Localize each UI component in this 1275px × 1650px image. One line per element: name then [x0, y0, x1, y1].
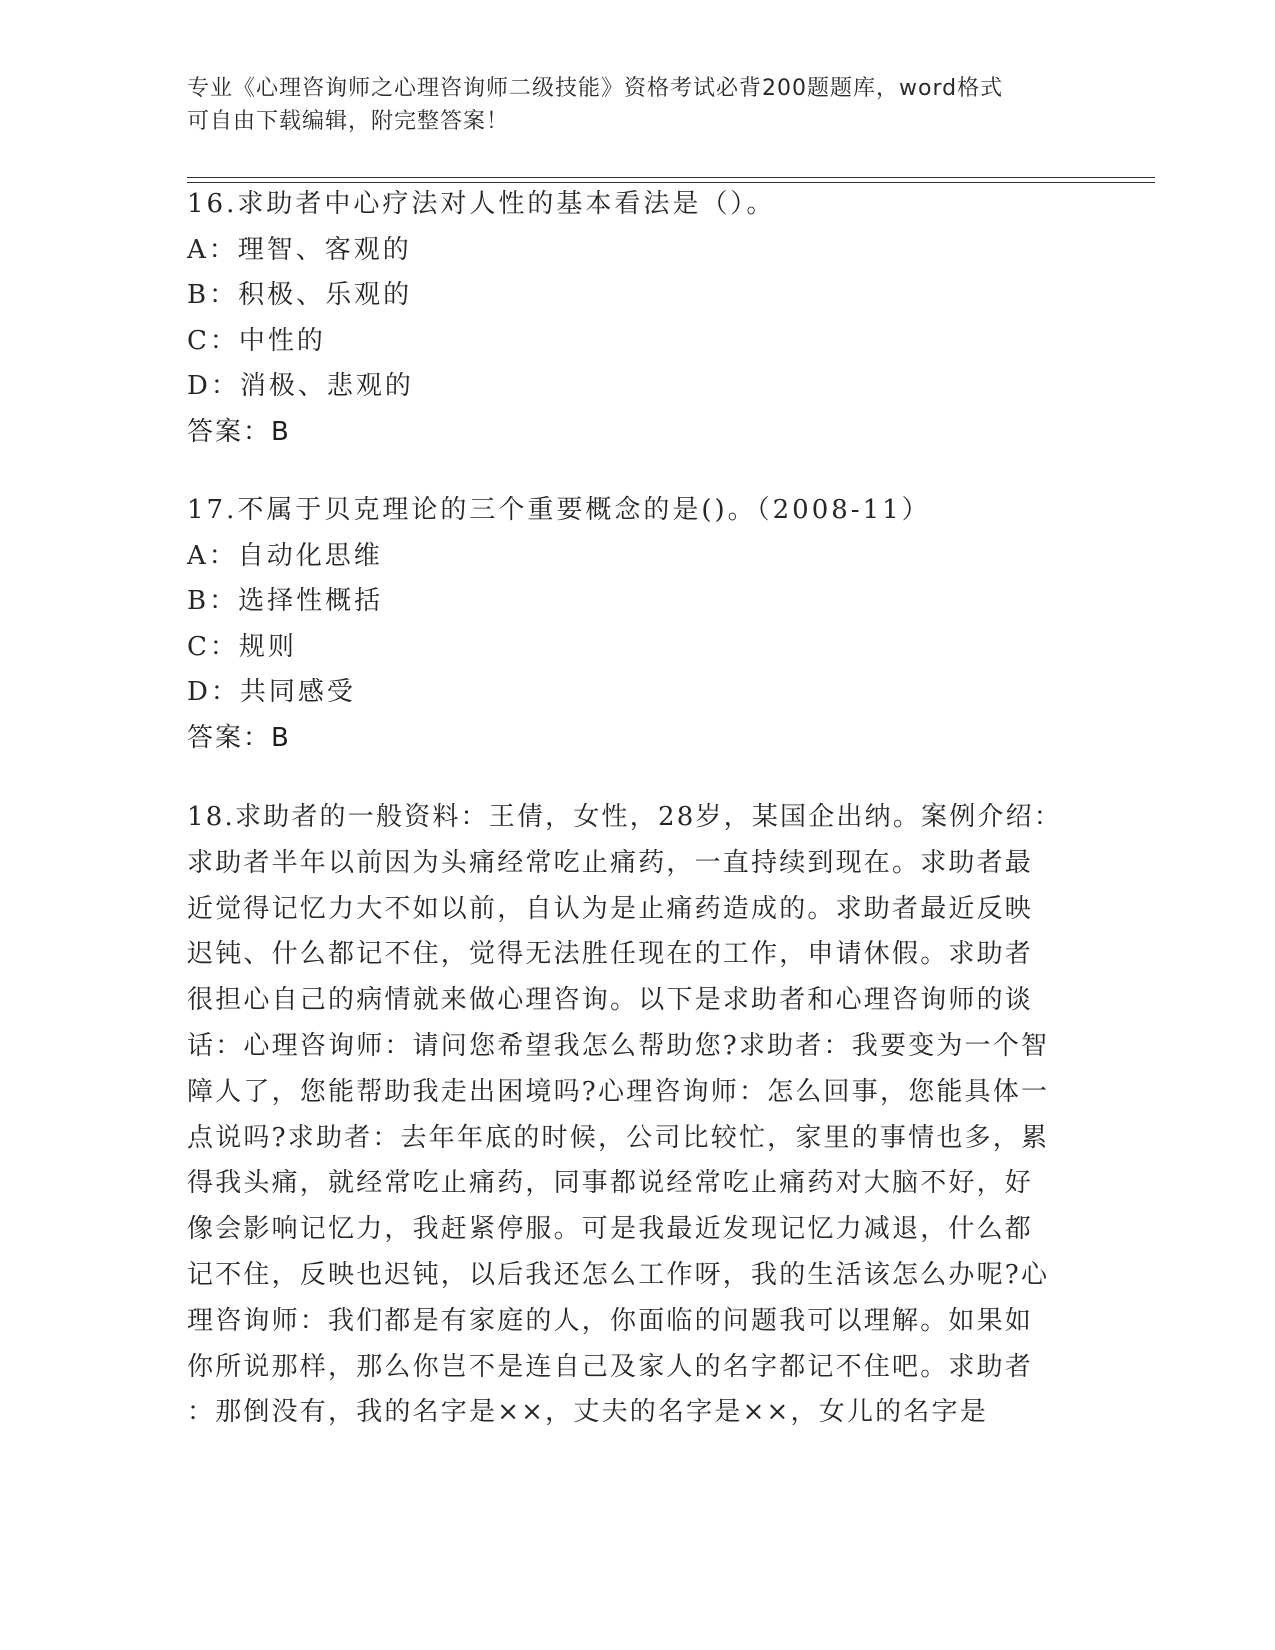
case-line: 迟钝、什么都记不住，觉得无法胜任现在的工作，申请休假。求助者 — [187, 939, 1034, 970]
question-17 — [187, 488, 1067, 761]
document-header — [187, 72, 1067, 138]
option-d: D：消极、悲观的 — [187, 371, 414, 401]
case-line: 话：心理咨询师：请问您希望我怎么帮助您?求助者：我要变为一个智 — [187, 1030, 1050, 1061]
case-line: 障人了，您能帮助我走出困境吗?心理咨询师：怎么回事，您能具体一 — [187, 1076, 1050, 1107]
answer-label: 答案：B — [187, 416, 291, 447]
option-b: B：积极、乐观的 — [187, 280, 413, 310]
case-line: 很担心自己的病情就来做心理咨询。以下是求助者和心理咨询师的谈 — [187, 985, 1034, 1016]
case-line: 求助者半年以前因为头痛经常吃止痛药，一直持续到现在。求助者最 — [187, 847, 1034, 878]
question-16 — [187, 182, 1067, 455]
answer-label: 答案：B — [187, 722, 291, 753]
case-line: 近觉得记忆力大不如以前，自认为是止痛药造成的。求助者最近反映 — [187, 893, 1034, 924]
header-line-1: 专业《心理咨询师之心理咨询师二级技能》资格考试必背200题题库，word格式 — [187, 76, 1004, 101]
case-line: 理咨询师：我们都是有家庭的人，你面临的问题我可以理解。如果如 — [187, 1305, 1034, 1336]
option-b: B：选择性概括 — [187, 586, 384, 616]
option-a: A：自动化思维 — [187, 540, 383, 571]
question-stem: 16.求助者中心疗法对人性的基本看法是（）。 — [187, 189, 776, 219]
option-c: C：中性的 — [187, 325, 326, 356]
case-line: 像会影响记忆力，我赶紧停服。可是我最近发现记忆力减退，什么都 — [187, 1214, 1034, 1245]
header-divider-top — [187, 177, 1155, 178]
option-a: A：理智、客观的 — [187, 234, 412, 265]
question-stem: 17.不属于贝克理论的三个重要概念的是()。（2008-11） — [187, 495, 931, 525]
question-18-case — [187, 795, 1067, 1436]
case-line: 18.求助者的一般资料：王倩，女性，28岁，某国企出纳。案例介绍： — [187, 802, 1063, 832]
option-c: C：规则 — [187, 631, 297, 662]
case-line: ：那倒没有，我的名字是××，丈夫的名字是××，女儿的名字是 — [187, 1397, 988, 1428]
case-line: 你所说那样，那么你岂不是连自己及家人的名字都记不住吧。求助者 — [187, 1351, 1034, 1382]
option-d: D：共同感受 — [187, 677, 356, 707]
case-line: 记不住，反映也迟钝，以后我还怎么工作呀，我的生活该怎么办呢?心 — [187, 1259, 1050, 1290]
case-line: 点说吗?求助者：去年年底的时候，公司比较忙，家里的事情也多，累 — [187, 1122, 1050, 1153]
header-line-2: 可自由下载编辑，附完整答案！ — [187, 109, 510, 134]
case-line: 得我头痛，就经常吃止痛药，同事都说经常吃止痛药对大脑不好，好 — [187, 1168, 1034, 1199]
